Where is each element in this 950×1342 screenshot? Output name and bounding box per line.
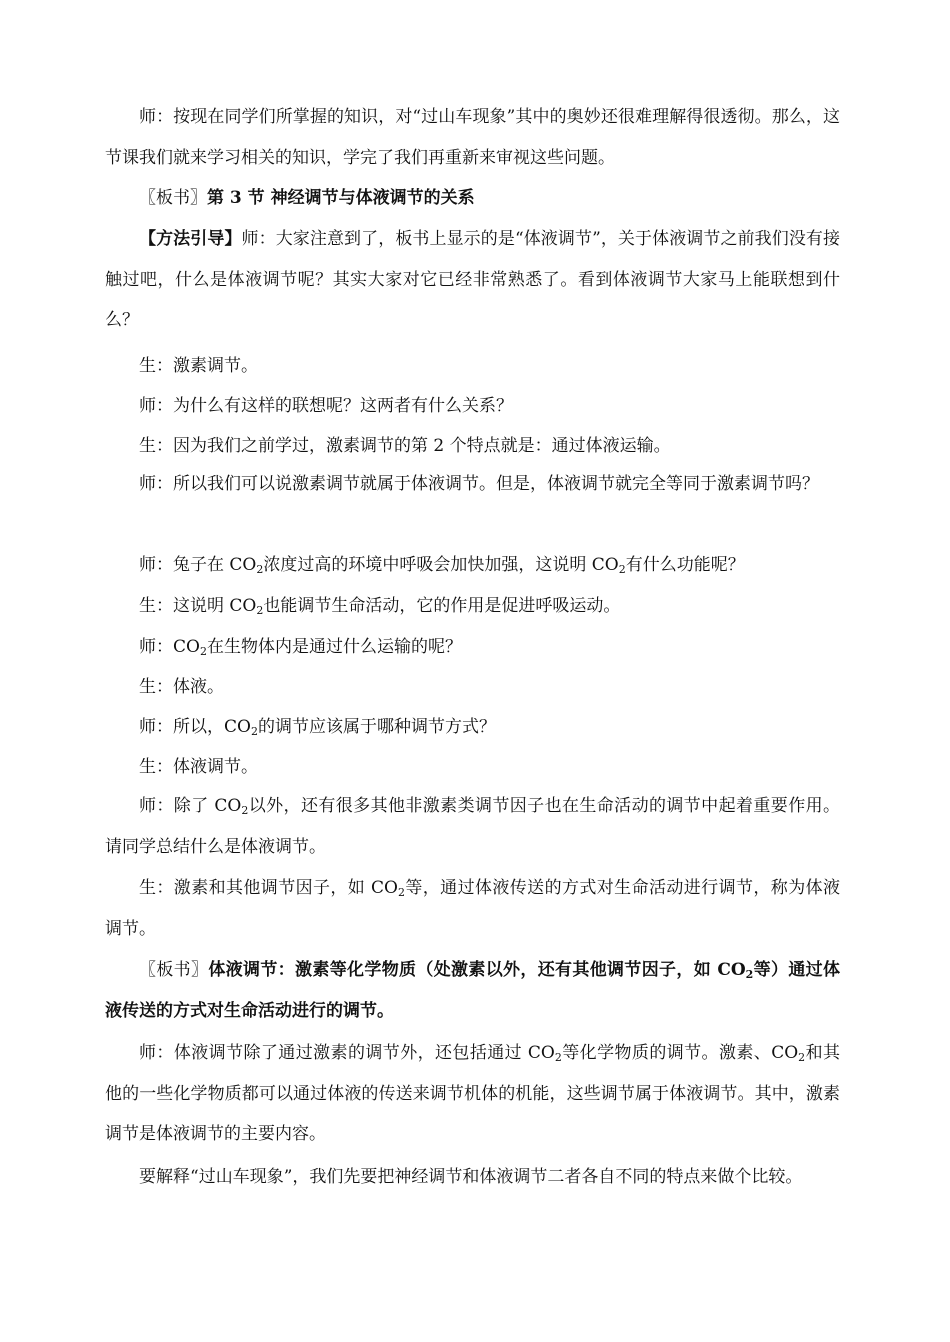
board-label: 〖板书〗 (139, 960, 209, 980)
text-segment: 生：这说明 CO (139, 596, 257, 616)
subscript: 2 (618, 563, 626, 576)
section-title: 第 3 节 神经调节与体液调节的关系 (207, 188, 475, 208)
text-segment: 体液调节：激素等化学物质（处激素以外，还有其他调节因子，如 CO (208, 960, 746, 980)
text-segment: 和其他的一些化学物质都可以通过体液的传送来调节机体的机能，这些调节属于体液调节。其中，激素调节是体液调节的主要内容。 (105, 1043, 840, 1144)
text-segment: 等）通过体液传送的方式对生命活动进行的调节。 (105, 960, 841, 1021)
text-segment: 浓度过高的环境中呼吸会加快加强，这说明 CO (263, 555, 619, 575)
subscript: 2 (745, 968, 754, 981)
paragraph (105, 346, 840, 387)
paragraph (105, 426, 840, 467)
board-label: 〖板书〗 (139, 188, 207, 208)
paragraph (105, 868, 840, 949)
text-segment: 有什么功能呢？ (625, 555, 745, 575)
subscript: 2 (241, 804, 249, 817)
subscript: 2 (397, 886, 405, 899)
paragraph-text: 要解释“过山车现象”，我们先要把神经调节和体液调节二者各自不同的特点来做个比较。 (139, 1167, 803, 1187)
paragraph-text: 师：大家注意到了，板书上显示的是“体液调节”，关于体液调节之前我们没有接触过吧，什么是体液调节呢？其实大家对它已经非常熟悉了。看到体液调节大家马上能联想到什么？ (105, 229, 840, 330)
paragraph (105, 667, 840, 708)
text-segment: 师：所以，CO (139, 717, 251, 737)
text-segment: 在生物体内是通过什么运输的呢？ (206, 637, 462, 657)
text-segment: 师：除了 CO (139, 796, 242, 816)
text-segment: 的调节应该属于哪种调节方式？ (257, 717, 496, 737)
text-segment: 也能调节生命活动，它的作用是促进呼吸运动。 (263, 596, 621, 616)
paragraph (105, 586, 840, 627)
text-segment: 以外，还有很多其他非激素类调节因子也在生命活动的调节中起着重要作用。请同学总结什么是体液调节。 (105, 796, 840, 857)
subscript: 2 (199, 645, 207, 658)
paragraph (105, 786, 840, 867)
paragraph (105, 545, 840, 586)
text-segment: 等，通过体液传送的方式对生命活动进行调节，称为体液调节。 (105, 878, 840, 939)
paragraph (105, 219, 840, 341)
paragraph-text: 生：体液调节。 (139, 757, 258, 777)
paragraph (105, 747, 840, 788)
text-segment: 生：激素和其他调节因子，如 CO (139, 878, 398, 898)
paragraph (105, 1157, 840, 1198)
paragraph (105, 97, 840, 178)
paragraph (105, 464, 840, 505)
paragraph (105, 627, 840, 668)
paragraph-text: 生：激素调节。 (139, 356, 258, 376)
text-segment: 师：兔子在 CO (139, 555, 257, 575)
subscript: 2 (256, 563, 264, 576)
paragraph (105, 707, 840, 748)
paragraph (105, 386, 840, 427)
paragraph-text: 师：为什么有这样的联想呢？这两者有什么关系？ (139, 396, 513, 416)
paragraph-text: 师：所以我们可以说激素调节就属于体液调节。但是，体液调节就完全等同于激素调节吗？ (139, 474, 819, 494)
subscript: 2 (250, 725, 258, 738)
text-segment: 师：CO (139, 637, 200, 657)
subscript: 2 (256, 604, 264, 617)
subscript: 2 (798, 1051, 806, 1064)
paragraph-text: 生：因为我们之前学过，激素调节的第 2 个特点就是：通过体液运输。 (139, 436, 671, 456)
text-segment: 等化学物质的调节。激素、CO (561, 1043, 799, 1063)
subscript: 2 (554, 1051, 562, 1064)
paragraph-text: 生：体液。 (139, 677, 224, 697)
board-definition (105, 950, 840, 1031)
method-label: 【方法引导】 (139, 229, 242, 249)
paragraph-text: 师：按现在同学们所掌握的知识，对“过山车现象”其中的奥妙还很难理解得很透彻。那么，这节课我们就来学习相关的知识，学完了我们再重新来审视这些问题。 (105, 107, 840, 168)
paragraph (105, 1033, 840, 1155)
board-heading (105, 178, 840, 219)
text-segment: 师：体液调节除了通过激素的调节外，还包括通过 CO (139, 1043, 555, 1063)
